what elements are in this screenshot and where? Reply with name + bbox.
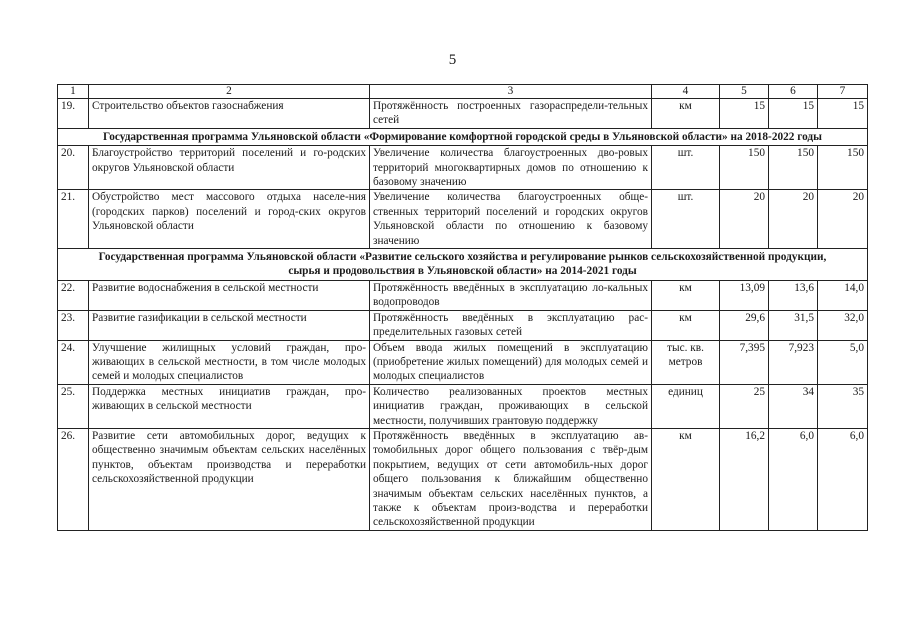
value-col6: 15 — [769, 99, 818, 129]
table-row — [58, 99, 868, 129]
measure-name: Поддержка местных инициатив граждан, про-живающих в сельской местности — [89, 384, 370, 428]
row-number: 24. — [58, 340, 89, 384]
indicator-name: Увеличение количества благоустроенных дво-ровых территорий многоквартирных домов по отношению к базовому значению — [370, 146, 652, 190]
row-number: 23. — [58, 310, 89, 340]
column-header: 3 — [370, 85, 652, 99]
measure-name: Развитие газификации в сельской местности — [89, 310, 370, 340]
table-row — [58, 384, 868, 428]
program-title: Государственная программа Ульяновской области «Развитие сельского хозяйства и регулирование рынков сельскохозяйственной продукции, сырья и продовольствия в Ульяновской области» на 2014-2021 годы — [58, 249, 868, 281]
measure-name: Развитие водоснабжения в сельской местности — [89, 280, 370, 310]
value-col5: 25 — [720, 384, 769, 428]
row-number: 22. — [58, 280, 89, 310]
column-header: 1 — [58, 85, 89, 99]
unit-cell: км — [652, 280, 720, 310]
indicator-name: Увеличение количества благоустроенных обще-ственных территорий поселений и городских округов Ульяновской области по отношению к базовому значению — [370, 190, 652, 249]
value-col5: 7,395 — [720, 340, 769, 384]
row-number: 25. — [58, 384, 89, 428]
table-row — [58, 310, 868, 340]
row-number: 20. — [58, 146, 89, 190]
column-header: 4 — [652, 85, 720, 99]
indicator-name: Количество реализованных проектов местных инициатив граждан, проживающих в сельской местности, получивших грантовую поддержку — [370, 384, 652, 428]
table-row — [58, 340, 868, 384]
page-number: 5 — [448, 52, 457, 68]
measure-name: Строительство объектов газоснабжения — [89, 99, 370, 129]
value-col7: 15 — [818, 99, 868, 129]
table-row — [58, 146, 868, 190]
table-row — [58, 280, 868, 310]
row-number: 21. — [58, 190, 89, 249]
value-col6: 20 — [769, 190, 818, 249]
value-col5: 20 — [720, 190, 769, 249]
indicator-name: Протяжённость введённых в эксплуатацию ло-кальных водопроводов — [370, 280, 652, 310]
value-col5: 13,09 — [720, 280, 769, 310]
column-header: 2 — [89, 85, 370, 99]
value-col7: 150 — [818, 146, 868, 190]
value-col6: 34 — [769, 384, 818, 428]
row-number: 19. — [58, 99, 89, 129]
value-col5: 150 — [720, 146, 769, 190]
unit-cell: шт. — [652, 190, 720, 249]
program-section-row — [58, 128, 868, 145]
indicator-name: Протяжённость введённых в эксплуатацию рас-пределительных газовых сетей — [370, 310, 652, 340]
measure-name: Развитие сети автомобильных дорог, ведущих к общественно значимым объектам сельских населённых пунктов, объектам производства и переработки сельскохозяйственной продукции — [89, 428, 370, 530]
program-title: Государственная программа Ульяновской области «Формирование комфортной городской среды в Ульяновской области» на 2018-2022 годы — [58, 128, 868, 145]
indicators-table — [57, 84, 868, 531]
unit-cell: км — [652, 99, 720, 129]
column-header: 7 — [818, 85, 868, 99]
indicator-name: Объем ввода жилых помещений в эксплуатацию (приобретение жилых помещений) для молодых семей и молодых специалистов — [370, 340, 652, 384]
table-row — [58, 428, 868, 530]
value-col7: 5,0 — [818, 340, 868, 384]
indicator-name: Протяжённость введённых в эксплуатацию ав-томобильных дорог общего пользования с твёр-дым покрытием, ведущих от сети автомобиль-ных дорог общего пользования к ближайшим общественно значимым объектам сельских населённых пунктов, а также к объектам произ-водства и переработки сельскохозяйственной продукции — [370, 428, 652, 530]
value-col5: 29,6 — [720, 310, 769, 340]
column-header: 5 — [720, 85, 769, 99]
measure-name: Обустройство мест массового отдыха населе-ния (городских парков) поселений и город-ских округов Ульяновской области — [89, 190, 370, 249]
value-col7: 6,0 — [818, 428, 868, 530]
value-col6: 7,923 — [769, 340, 818, 384]
table-body — [58, 85, 868, 531]
measure-name: Благоустройство территорий поселений и го-родских округов Ульяновской области — [89, 146, 370, 190]
value-col5: 16,2 — [720, 428, 769, 530]
column-number-row — [58, 85, 868, 99]
table-row — [58, 190, 868, 249]
row-number: 26. — [58, 428, 89, 530]
value-col6: 13,6 — [769, 280, 818, 310]
unit-cell: шт. — [652, 146, 720, 190]
indicator-name: Протяжённость построенных газораспредели-тельных сетей — [370, 99, 652, 129]
program-section-row — [58, 249, 868, 281]
value-col6: 31,5 — [769, 310, 818, 340]
value-col6: 150 — [769, 146, 818, 190]
measure-name: Улучшение жилищных условий граждан, про-живающих в сельской местности, в том числе молодых семей и молодых специалистов — [89, 340, 370, 384]
value-col7: 14,0 — [818, 280, 868, 310]
unit-cell: единиц — [652, 384, 720, 428]
value-col7: 32,0 — [818, 310, 868, 340]
unit-cell: км — [652, 428, 720, 530]
unit-cell: тыс. кв. метров — [652, 340, 720, 384]
value-col6: 6,0 — [769, 428, 818, 530]
unit-cell: км — [652, 310, 720, 340]
value-col7: 35 — [818, 384, 868, 428]
value-col5: 15 — [720, 99, 769, 129]
value-col7: 20 — [818, 190, 868, 249]
column-header: 6 — [769, 85, 818, 99]
